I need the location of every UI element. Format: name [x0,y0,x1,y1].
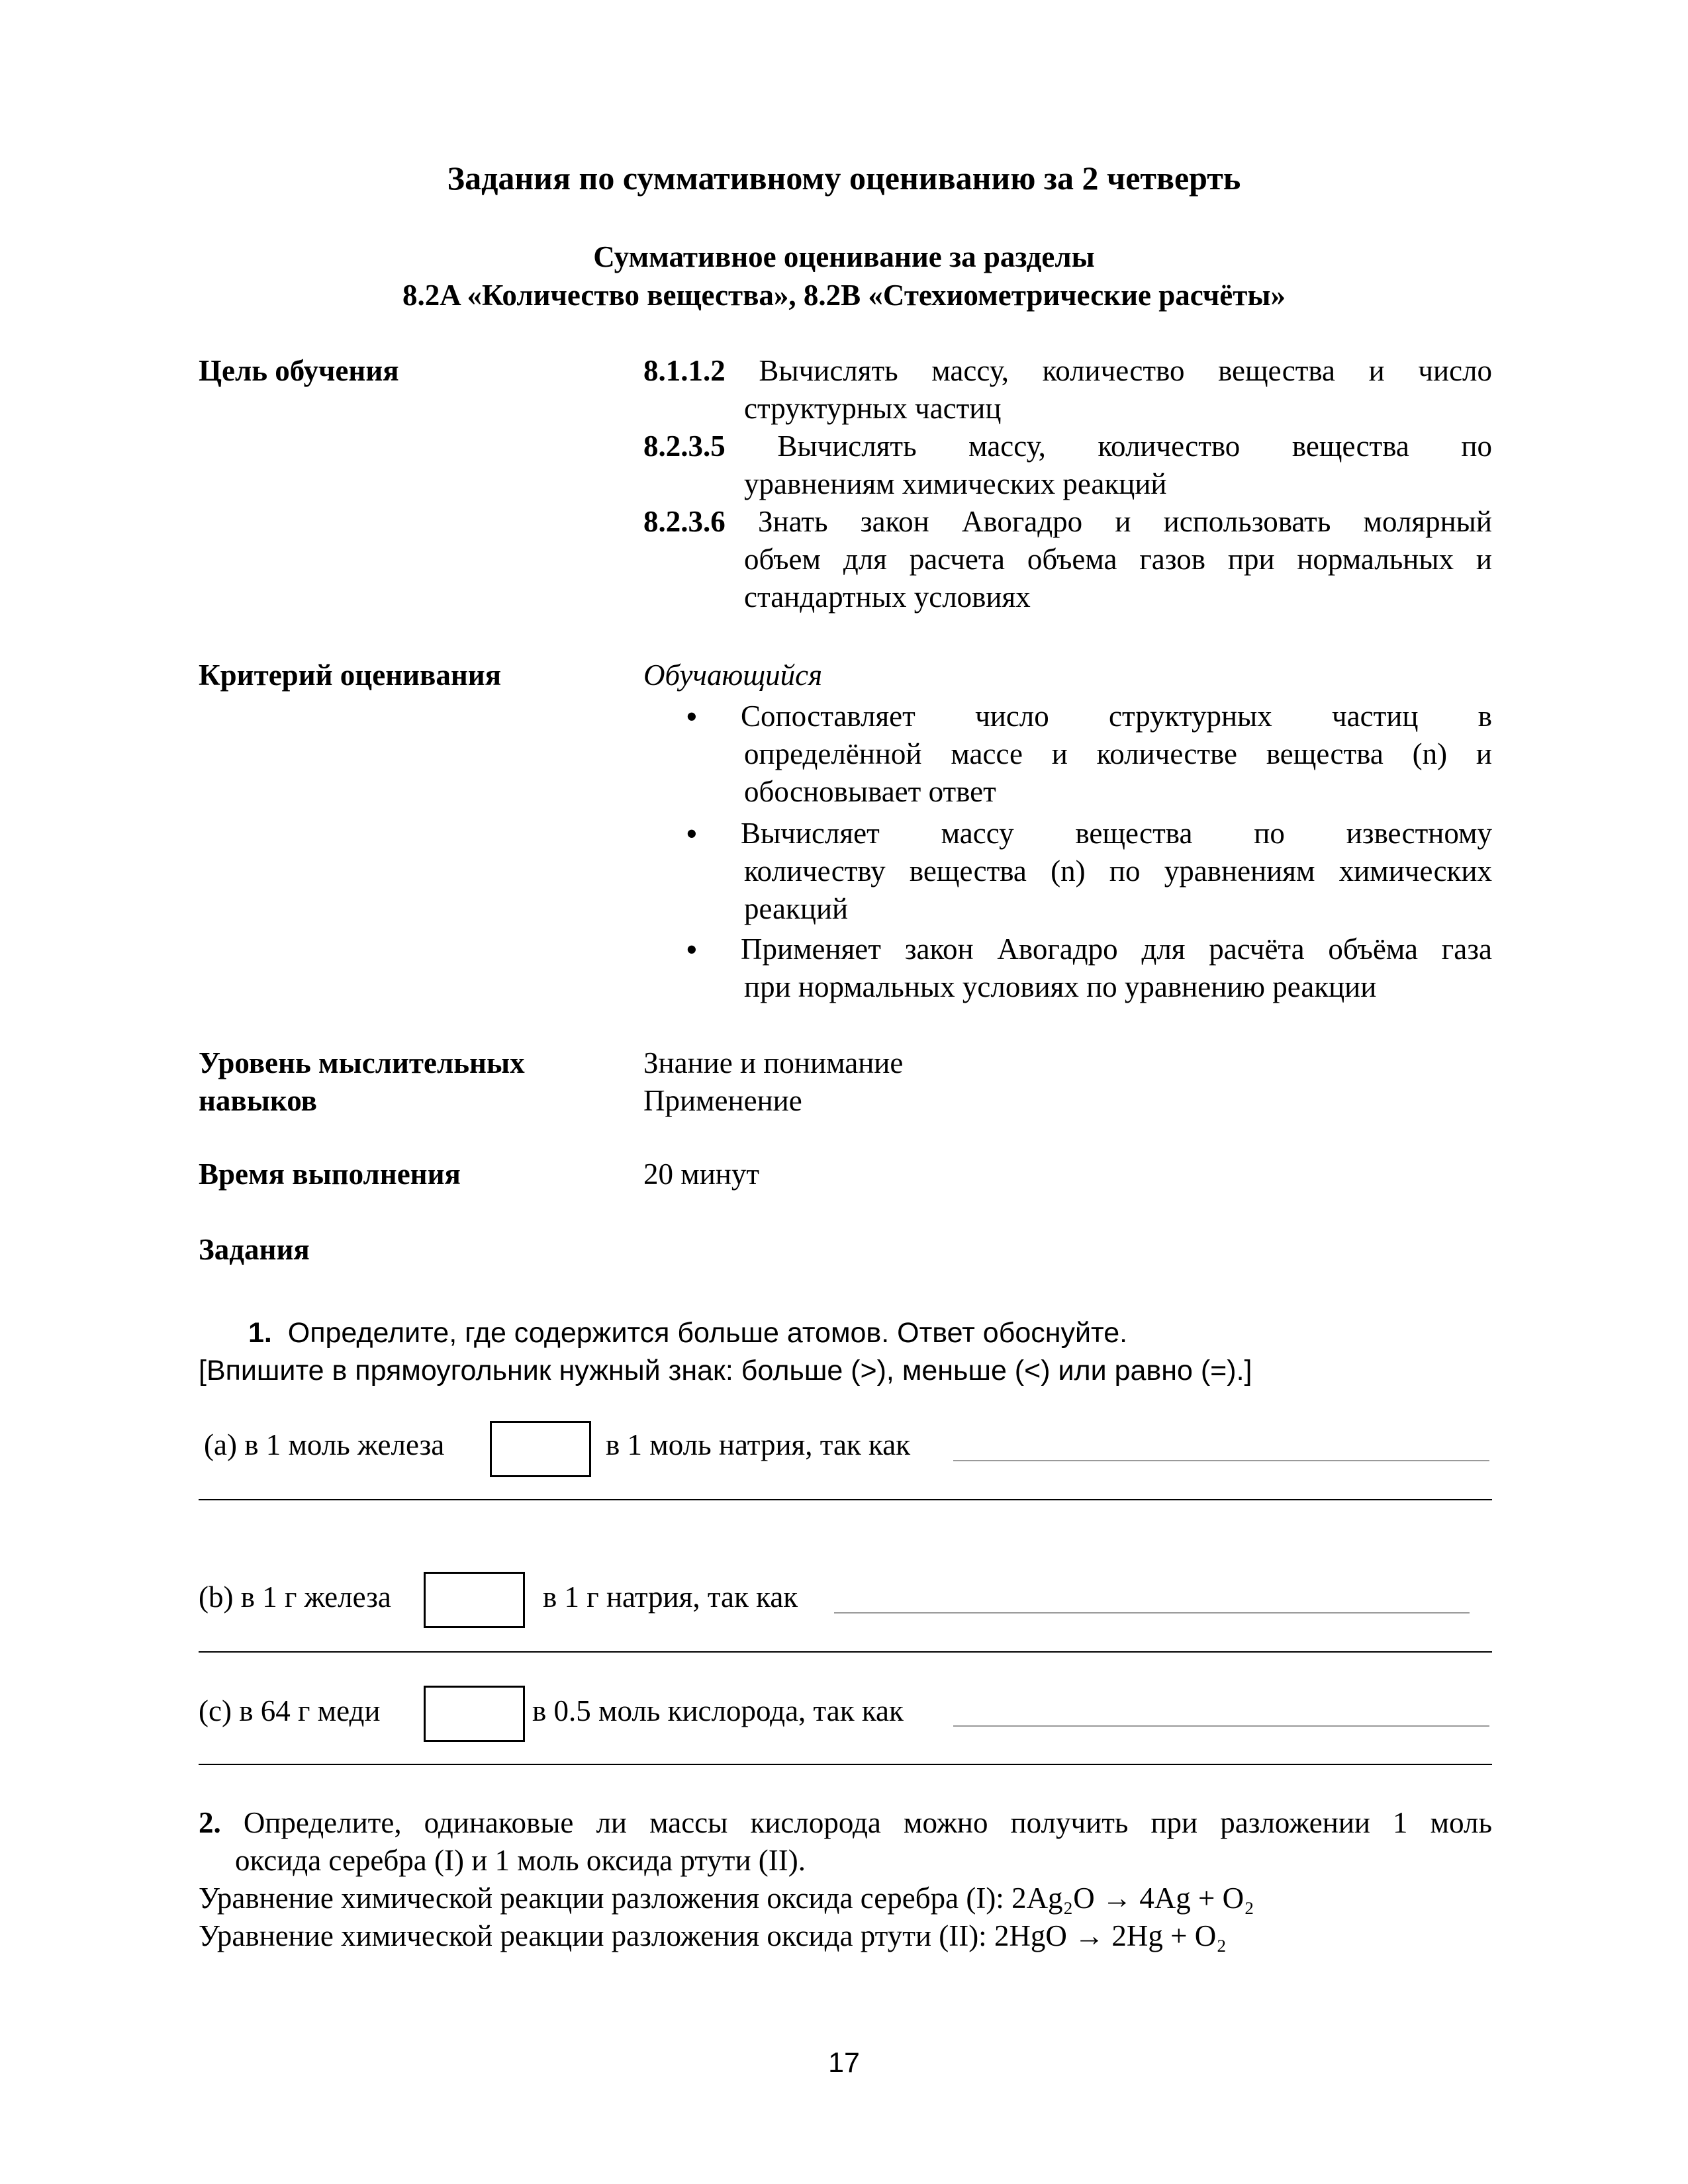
bullet-line: реакций [744,892,849,925]
goal-code: 8.2.3.5 [643,430,726,463]
task2-line-1 [199,1804,1492,1842]
skills-label-line-1: Уровень мыслительных [199,1046,525,1079]
part-c-answer-box[interactable] [424,1686,525,1742]
part-b-left-text: (b) в 1 г железа [199,1580,391,1614]
part-b-answer-box[interactable] [424,1572,525,1628]
equation-2-formula: 2HgO → 2Hg + O₂ [994,1919,1227,1952]
bullet-line: при нормальных условиях по уравнению реакции [744,970,1377,1003]
task1-text: Определите, где содержится больше атомов. Ответ обоснуйте. [287,1317,1128,1349]
task2-equation-2 [199,1917,1227,1955]
goal-text: Знать закон Авогадро и использовать молярный [725,505,1492,538]
learning-goal-item [643,503,1492,616]
bullet-icon: • [686,933,697,966]
bullet-line: Применяет закон Авогадро для расчёта объёма газа [741,933,1492,966]
criteria-bullet [686,815,1492,928]
part-b-answer-line[interactable] [834,1612,1470,1614]
learning-goal-label: Цель обучения [199,354,399,387]
task1 [248,1314,1127,1352]
bullet-line: определённой массе и количестве вещества (n) и [744,737,1492,770]
equation-1-label: Уравнение химической реакции разложения оксида серебра (I): [199,1882,1012,1915]
part-a-answer-line[interactable] [953,1460,1489,1461]
skills-value-2: Применение [643,1084,802,1117]
goal-code: 8.2.3.6 [643,505,726,538]
subtitle-line-2: 8.2A «Количество вещества», 8.2B «Стехиометрические расчёты» [402,279,1286,312]
goal-text-continued: структурных частиц [744,392,1002,425]
time-label: Время выполнения [199,1158,461,1191]
task2-number: 2. [199,1806,221,1839]
page-title: Задания по суммативному оцениванию за 2 четверть [447,159,1241,197]
part-a-right-text: в 1 моль натрия, так как [606,1428,911,1461]
part-a-answer-box[interactable] [490,1421,591,1477]
bullet-icon: • [686,700,697,733]
task2-line-2: оксида серебра (I) и 1 моль оксида ртути (II). [235,1844,806,1877]
goal-text-continued: объем для расчета объема газов при нормальных и [744,543,1492,576]
task2-equation-1 [199,1880,1254,1917]
task1-instruction: [Впишите в прямоугольник нужный знак: больше (>), меньше (<) или равно (=).] [199,1355,1252,1387]
goal-text-continued: уравнениям химических реакций [744,467,1167,500]
part-b-answer-rule[interactable] [199,1651,1492,1653]
bullet-line: Вычисляет массу вещества по известному [741,817,1492,850]
goal-text: Вычислять массу, количество вещества и число [725,354,1492,387]
bullet-line: обосновывает ответ [744,775,996,808]
part-a-left-text: (a) в 1 моль железа [204,1428,445,1461]
tasks-heading: Задания [199,1233,310,1266]
equation-2-label: Уравнение химической реакции разложения оксида ртути (II): [199,1919,994,1952]
goal-text: Вычислять массу, количество вещества по [725,430,1492,463]
page-number: 17 [828,2047,860,2079]
criteria-bullet [686,931,1492,1006]
learning-goal-item [643,428,1492,503]
learning-goal-item [643,352,1492,428]
part-c-left-text: (c) в 64 г меди [199,1694,381,1727]
goal-code: 8.1.1.2 [643,354,726,387]
part-c-answer-line[interactable] [953,1725,1489,1727]
skills-value-1: Знание и понимание [643,1046,904,1079]
task1-number: 1. [248,1317,272,1349]
criteria-intro: Обучающийся [643,659,823,692]
bullet-line: количеству вещества (n) по уравнениям химических [744,854,1492,887]
goal-text-continued: стандартных условиях [744,580,1031,614]
subtitle-line-1: Суммативное оценивание за разделы [593,240,1095,273]
bullet-line: Сопоставляет число структурных частиц в [741,700,1492,733]
part-c-answer-rule[interactable] [199,1764,1492,1765]
time-value: 20 минут [643,1158,760,1191]
part-a-answer-rule[interactable] [199,1499,1492,1500]
part-b-right-text: в 1 г натрия, так как [543,1580,798,1614]
skills-label-line-2: навыков [199,1084,317,1117]
criteria-bullet [686,698,1492,811]
part-c-right-text: в 0.5 моль кислорода, так как [532,1694,904,1727]
task2-text: Определите, одинаковые ли массы кислорода можно получить при разложении 1 моль [220,1806,1492,1839]
equation-1-formula: 2Ag₂O → 4Ag + O₂ [1011,1882,1254,1915]
bullet-icon: • [686,817,697,850]
criteria-label: Критерий оценивания [199,659,502,692]
